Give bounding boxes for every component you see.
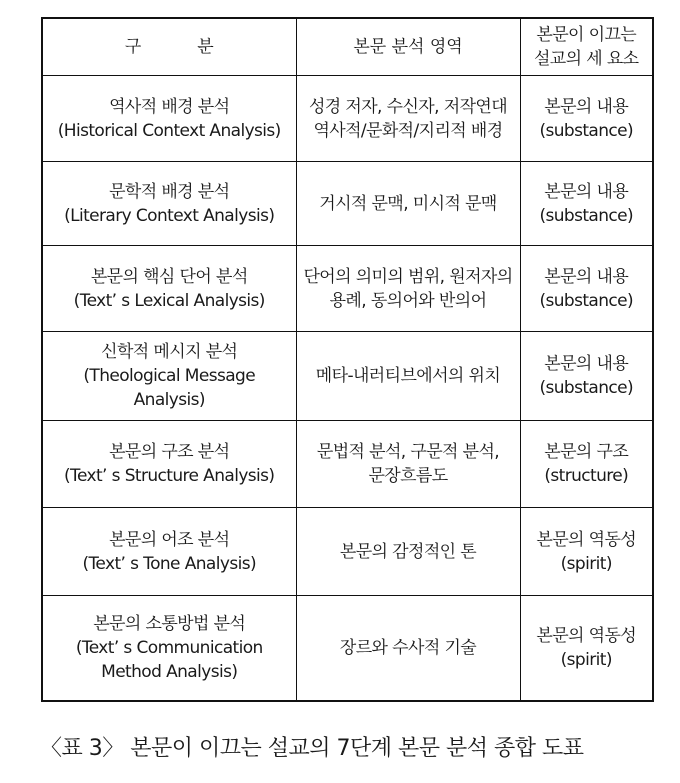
header-elements bbox=[520, 18, 653, 76]
header-category-right: 분 bbox=[197, 37, 214, 57]
sermon-element-ko: 본문의 내용 bbox=[544, 266, 629, 287]
analysis-table bbox=[41, 17, 654, 702]
step-name-ko: 본문의 어조 분석 bbox=[109, 529, 230, 550]
sermon-element-cell bbox=[520, 246, 653, 332]
analysis-area-line: 거시적 문맥, 미시적 문맥 bbox=[319, 193, 497, 214]
sermon-element-en: (spirit) bbox=[560, 553, 612, 574]
step-name-cell bbox=[42, 596, 296, 701]
analysis-area-line: 문장흐름도 bbox=[368, 466, 448, 486]
step-name-cell bbox=[42, 76, 296, 162]
sermon-element-cell bbox=[520, 421, 653, 508]
sermon-element-en: (spirit) bbox=[560, 649, 612, 670]
sermon-element-en: (substance) bbox=[539, 290, 634, 311]
analysis-area-line: 본문의 감정적인 톤 bbox=[339, 541, 477, 562]
sermon-element-ko: 본문의 역동성 bbox=[536, 529, 637, 550]
table-row bbox=[42, 421, 653, 508]
analysis-area-line: 성경 저자, 수신자, 저작연대 bbox=[308, 96, 508, 117]
header-analysis-area: 본문 분석 영역 bbox=[296, 18, 520, 76]
step-name-en: (Text’ s Lexical Analysis) bbox=[73, 290, 265, 311]
table-row bbox=[42, 76, 653, 162]
sermon-element-cell bbox=[520, 162, 653, 246]
analysis-area-line: 용례, 동의어와 반의어 bbox=[329, 290, 487, 311]
step-name-ko: 본문의 소통방법 분석 bbox=[93, 613, 246, 634]
sermon-element-en: (substance) bbox=[539, 205, 634, 226]
analysis-area-cell bbox=[296, 421, 520, 508]
header-category bbox=[42, 18, 296, 76]
analysis-area-line: 단어의 의미의 범위, 원저자의 bbox=[303, 266, 513, 287]
step-name-en: (Historical Context Analysis) bbox=[57, 120, 281, 141]
step-name-en: (Theological Message Analysis) bbox=[83, 366, 256, 410]
sermon-element-en: (structure) bbox=[544, 466, 629, 486]
step-name-cell bbox=[42, 508, 296, 596]
step-name-ko: 역사적 배경 분석 bbox=[109, 96, 230, 117]
header-row bbox=[42, 18, 653, 76]
analysis-area-cell bbox=[296, 596, 520, 701]
analysis-area-cell bbox=[296, 332, 520, 421]
sermon-element-cell bbox=[520, 596, 653, 701]
sermon-element-cell bbox=[520, 332, 653, 421]
step-name-en: (Text’ s Communication bbox=[75, 637, 263, 658]
step-name-en-line2: Method Analysis) bbox=[101, 661, 238, 682]
analysis-area-line: 장르와 수사적 기술 bbox=[339, 637, 477, 658]
step-name-ko: 본문의 구조 분석 bbox=[109, 442, 230, 462]
sermon-element-ko: 본문의 역동성 bbox=[536, 625, 637, 646]
header-category-left: 구 bbox=[124, 37, 142, 57]
table-row bbox=[42, 332, 653, 421]
analysis-area-line: 메타-내러티브에서의 위치 bbox=[315, 366, 501, 386]
step-name-ko: 본문의 핵심 단어 분석 bbox=[90, 266, 248, 287]
analysis-area-line: 문법적 분석, 구문적 분석, bbox=[316, 442, 500, 462]
step-name-cell bbox=[42, 332, 296, 421]
sermon-element-ko: 본문의 내용 bbox=[544, 181, 629, 202]
sermon-element-ko: 본문의 구조 bbox=[544, 442, 629, 462]
analysis-area-cell bbox=[296, 246, 520, 332]
sermon-element-en: (substance) bbox=[539, 378, 634, 398]
step-name-ko: 문학적 배경 분석 bbox=[109, 181, 230, 202]
step-name-en: (Literary Context Analysis) bbox=[64, 205, 275, 226]
analysis-area-cell bbox=[296, 76, 520, 162]
step-name-en: (Text’ s Structure Analysis) bbox=[64, 466, 275, 486]
sermon-element-ko: 본문의 내용 bbox=[544, 354, 629, 374]
step-name-en: (Text’ s Tone Analysis) bbox=[82, 553, 256, 574]
table-row bbox=[42, 508, 653, 596]
sermon-element-cell bbox=[520, 76, 653, 162]
step-name-cell bbox=[42, 246, 296, 332]
analysis-area-line: 역사적/문화적/지리적 배경 bbox=[313, 120, 503, 141]
table-caption: 〈표 3〉 본문이 이끄는 설교의 7단계 본문 분석 종합 도표 bbox=[40, 736, 584, 761]
step-name-cell bbox=[42, 162, 296, 246]
sermon-element-cell bbox=[520, 508, 653, 596]
analysis-area-cell bbox=[296, 508, 520, 596]
table-row bbox=[42, 162, 653, 246]
sermon-element-ko: 본문의 내용 bbox=[544, 96, 629, 117]
table-row bbox=[42, 246, 653, 332]
analysis-area-cell bbox=[296, 162, 520, 246]
table-row bbox=[42, 596, 653, 701]
header-elements-line1: 본문이 이끄는 bbox=[536, 25, 637, 45]
header-elements-line2: 설교의 세 요소 bbox=[533, 49, 639, 69]
step-name-ko: 신학적 메시지 분석 bbox=[101, 342, 238, 362]
sermon-element-en: (substance) bbox=[539, 120, 634, 141]
step-name-cell bbox=[42, 421, 296, 508]
